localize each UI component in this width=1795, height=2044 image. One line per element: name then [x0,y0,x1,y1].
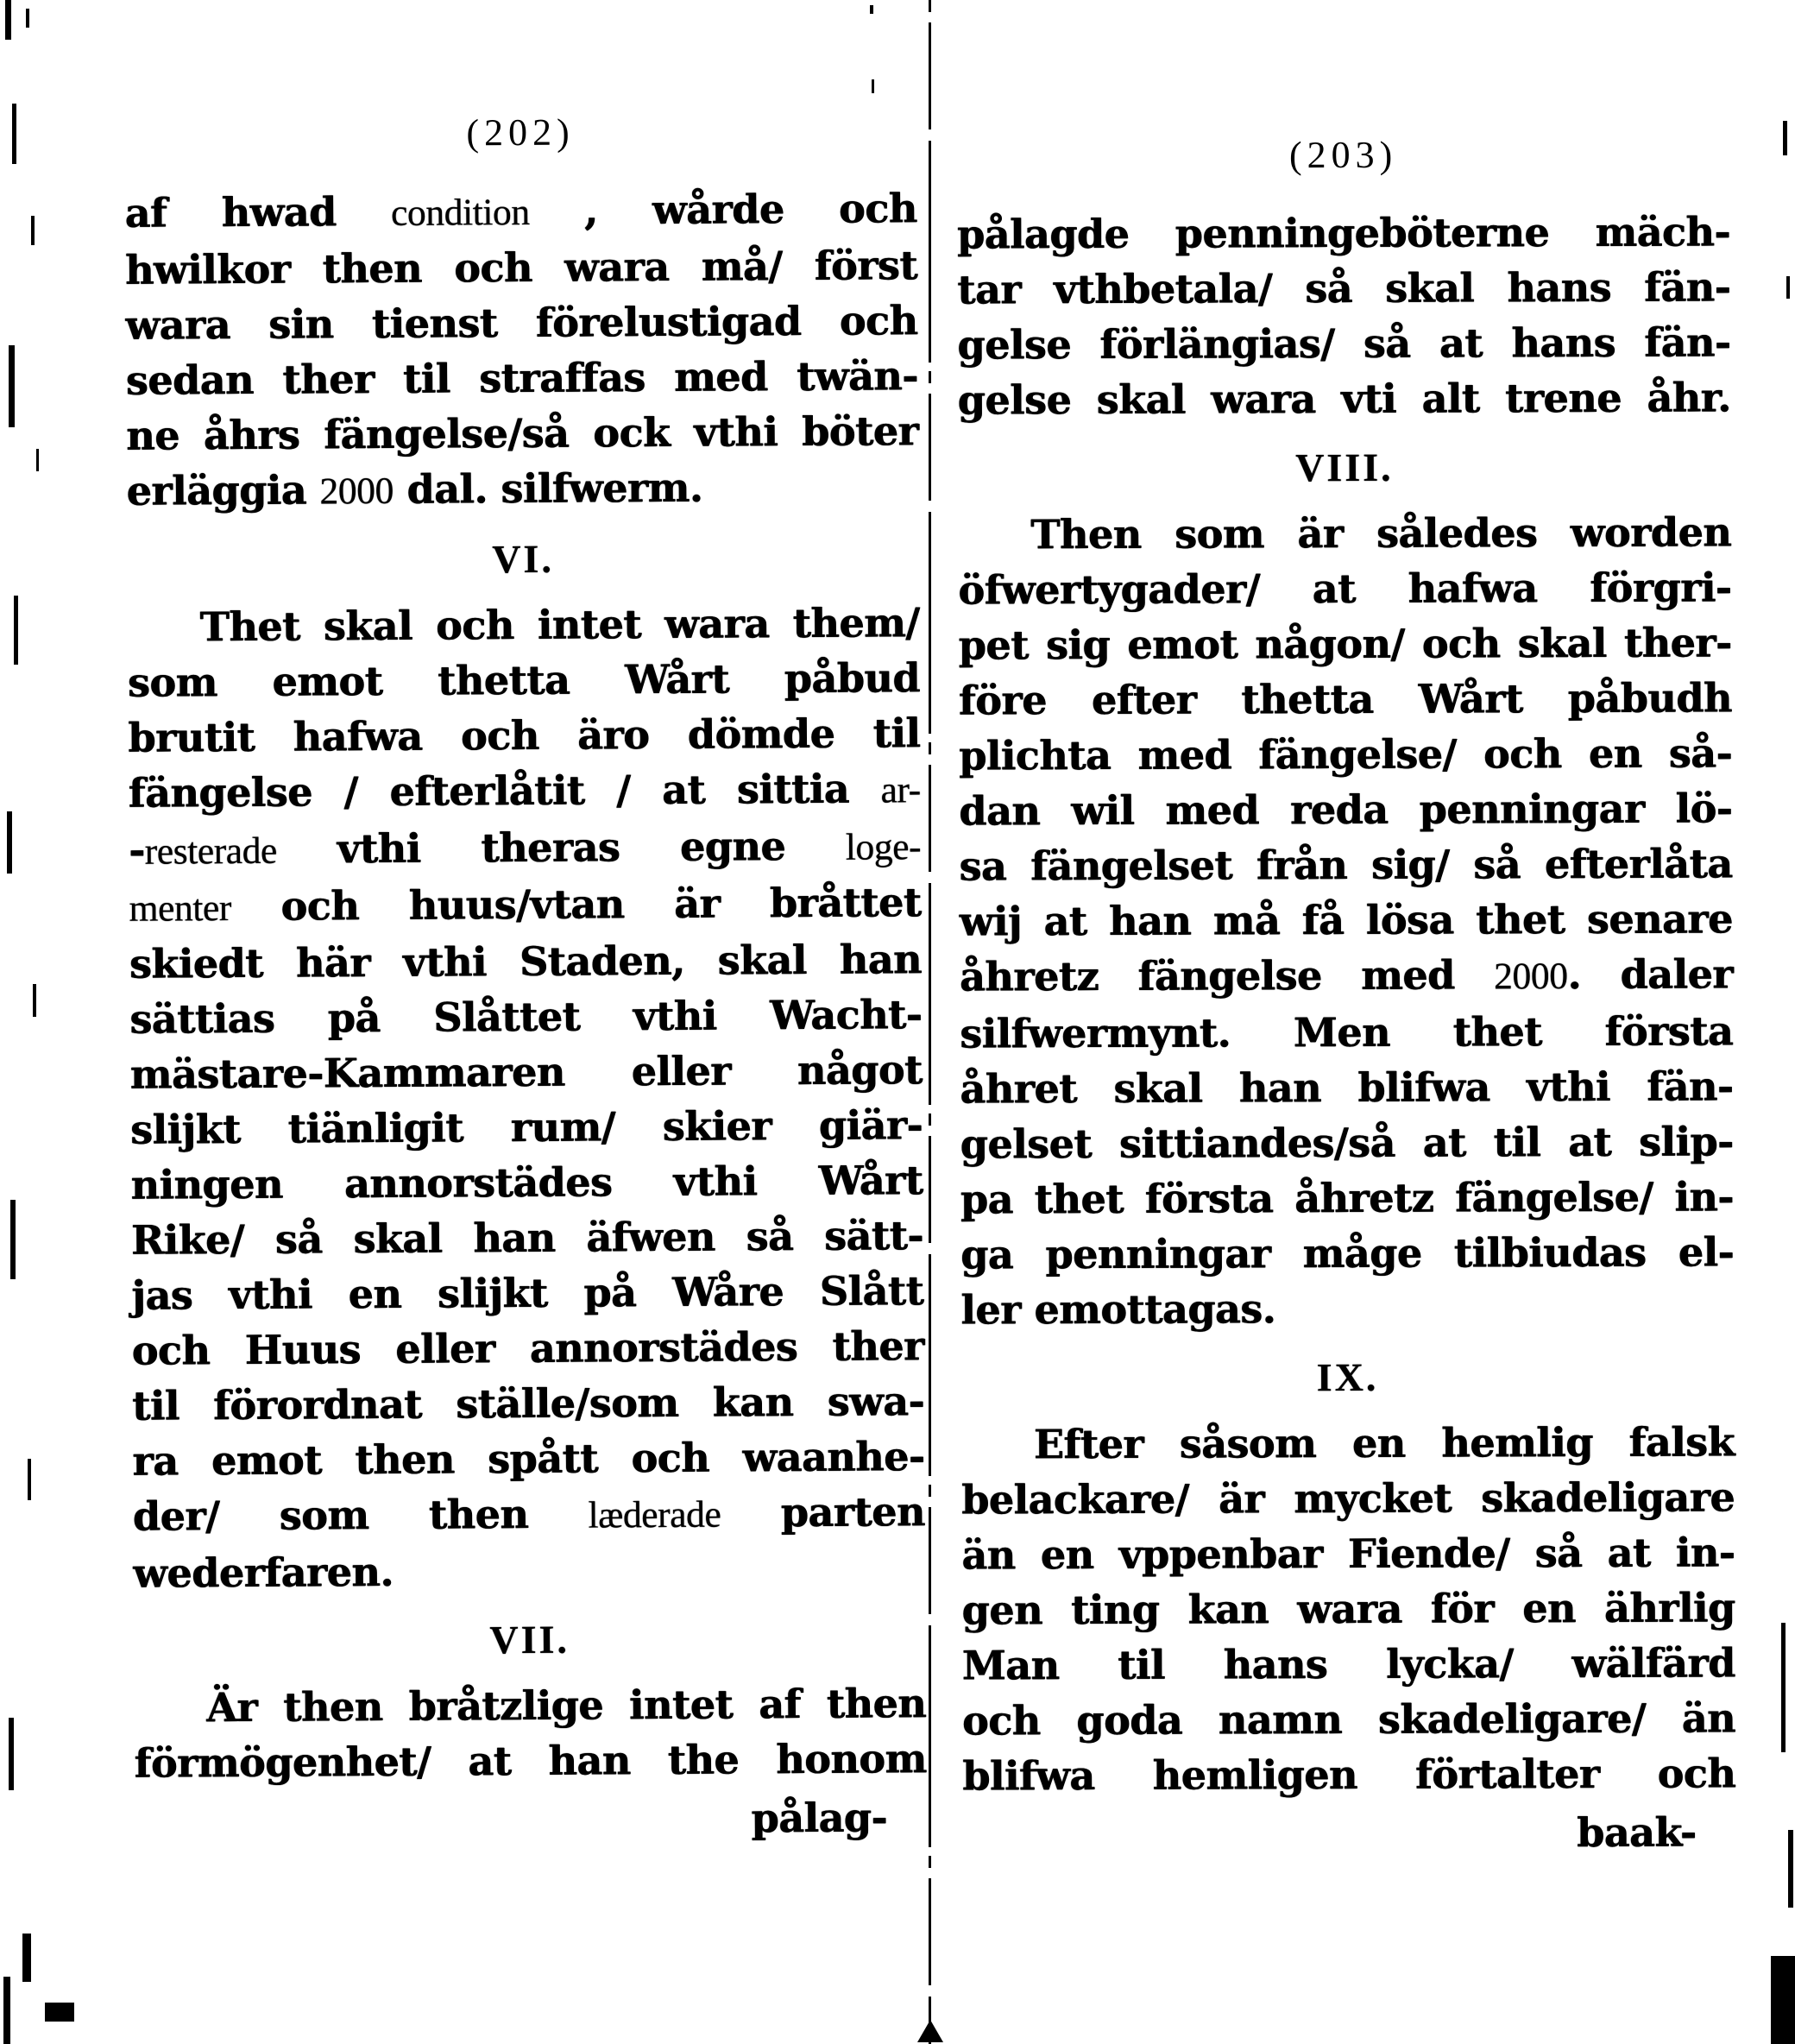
text-line: ningen annorstädes vthi Wårt [130,1157,923,1208]
text-line: Efter såsom en hemlig falsk [1033,1418,1735,1468]
text-line: pet sig emot någon/ och skal ther- [958,619,1732,669]
roman-type-word: loge- [845,826,922,868]
text-line: mästare-Kammaren eller något [129,1046,923,1098]
text-line: sättias på Slåttet vthi Wacht- [129,991,923,1043]
roman-type-word: 2000 [319,470,394,513]
right-page [956,126,1735,1862]
text-line: öfwertygader/ at hafwa förgri- [958,564,1732,614]
text-line: gelse förlängias/ så at hans fän- [957,319,1731,369]
text-line: och Huus eller annorstädes ther [131,1322,924,1374]
roman-type-word: condition [390,191,530,234]
text-line: pålagde penningeböterne mäch- [956,208,1731,258]
text-line: hwilkor then och wara må/ först [124,242,918,293]
text-line: dan wil med reda penningar lö- [959,785,1733,835]
left-page [124,103,927,1850]
text-line: åhret skal han blifwa vthi fän- [960,1063,1734,1113]
text-line: Thet skal och intet wara them/ [199,599,920,651]
text-line: tar vthbetala/ så skal hans fän- [957,263,1731,313]
text-line: före efter thetta Wårt påbudh [958,674,1732,724]
text-line: Är then bråtzlige intet af then [206,1680,927,1732]
text-line: belackare/ är mycket skadeligare [960,1473,1735,1524]
text-line: ra emot then spått och waanhe- [132,1433,925,1485]
text-line: gelset sittiandes/så at til at slip- [960,1118,1734,1168]
text-line: förmögenhet/ at han the honom [134,1735,927,1787]
text-line: som emot thetta Wårt påbud [127,654,921,706]
section-heading: VIII. [1295,445,1394,490]
text-line: Rike/ så skal han äfwen så sätt- [130,1212,924,1264]
text-line: -resterade vthi theras egne loge- [128,822,922,874]
text-line: wederfaren. [133,1548,394,1597]
roman-type-word: læderade [588,1493,721,1536]
text-line: än en vppenbar Fiende/ så at in- [961,1529,1735,1579]
text-line: och goda namn skadeligare/ än [961,1694,1736,1744]
text-line: Then som är således worden [1030,508,1732,558]
text-line: af hwad condition , wårde och [124,185,917,237]
text-line: til förordnat ställe/som kan swa- [131,1378,925,1429]
text-line: Man til hans lycka/ wälfärd [961,1639,1735,1689]
text-line: slijkt tiänligit rum/ skier giär- [129,1101,923,1153]
text-line: erläggia 2000 dal. silfwerm. [126,464,703,514]
text-line: silfwermynt. Men thet första [960,1007,1734,1057]
section-heading: VI. [492,536,555,582]
text-line: ne åhrs fängelse/så ock vthi böter [126,407,919,459]
roman-type-word: resterade [144,830,278,873]
roman-type-word: ar- [880,769,921,811]
text-line: ler emottagas. [960,1285,1276,1334]
text-line: sedan ther til straffas med twän- [125,352,918,404]
text-line: wij at han må få lösa thet senare [959,895,1733,945]
text-line: plichta med fängelse/ och en så- [958,729,1733,779]
text-line: blifwa hemligen förtalter och [962,1750,1736,1800]
page-fold-line [929,0,931,2044]
text-line: fängelse / efterlåtit / at sittia ar- [128,765,921,817]
text-line: wara sin tienst förelustigad och [125,297,918,349]
page-fold-blot [917,2020,943,2042]
page-number: (202) [466,110,575,155]
text-line: gelse skal wara vti alt trene åhr. [957,374,1731,424]
text-line: gen ting kan wara för en ährlig [961,1584,1735,1634]
page-number: (203) [1288,133,1398,177]
text-line: menter och huus/vtan är bråttet [129,879,922,931]
catchword: baak- [1576,1808,1697,1857]
catchword: pålag- [751,1794,888,1842]
text-line: åhretz fängelse med 2000. daler [959,950,1734,1000]
section-heading: IX. [1316,1354,1379,1400]
text-line: der/ som then læderade parten [132,1488,925,1540]
text-line: ga penningar måge tilbiudas el- [960,1228,1735,1278]
text-line: pa thet första åhretz fängelse/ in- [960,1173,1734,1223]
roman-type-word: menter [129,887,231,930]
text-line: brutit hafwa och äro dömde til [128,710,921,761]
text-line: sa fängelset från sig/ så efterlåta [959,840,1733,890]
text-line: jas vthi en slijkt på Wåre Slått [131,1267,924,1319]
roman-type-word: 2000 [1494,956,1568,998]
section-heading: VII. [489,1617,570,1662]
text-line: skiedt här vthi Staden, skal han [129,936,923,987]
